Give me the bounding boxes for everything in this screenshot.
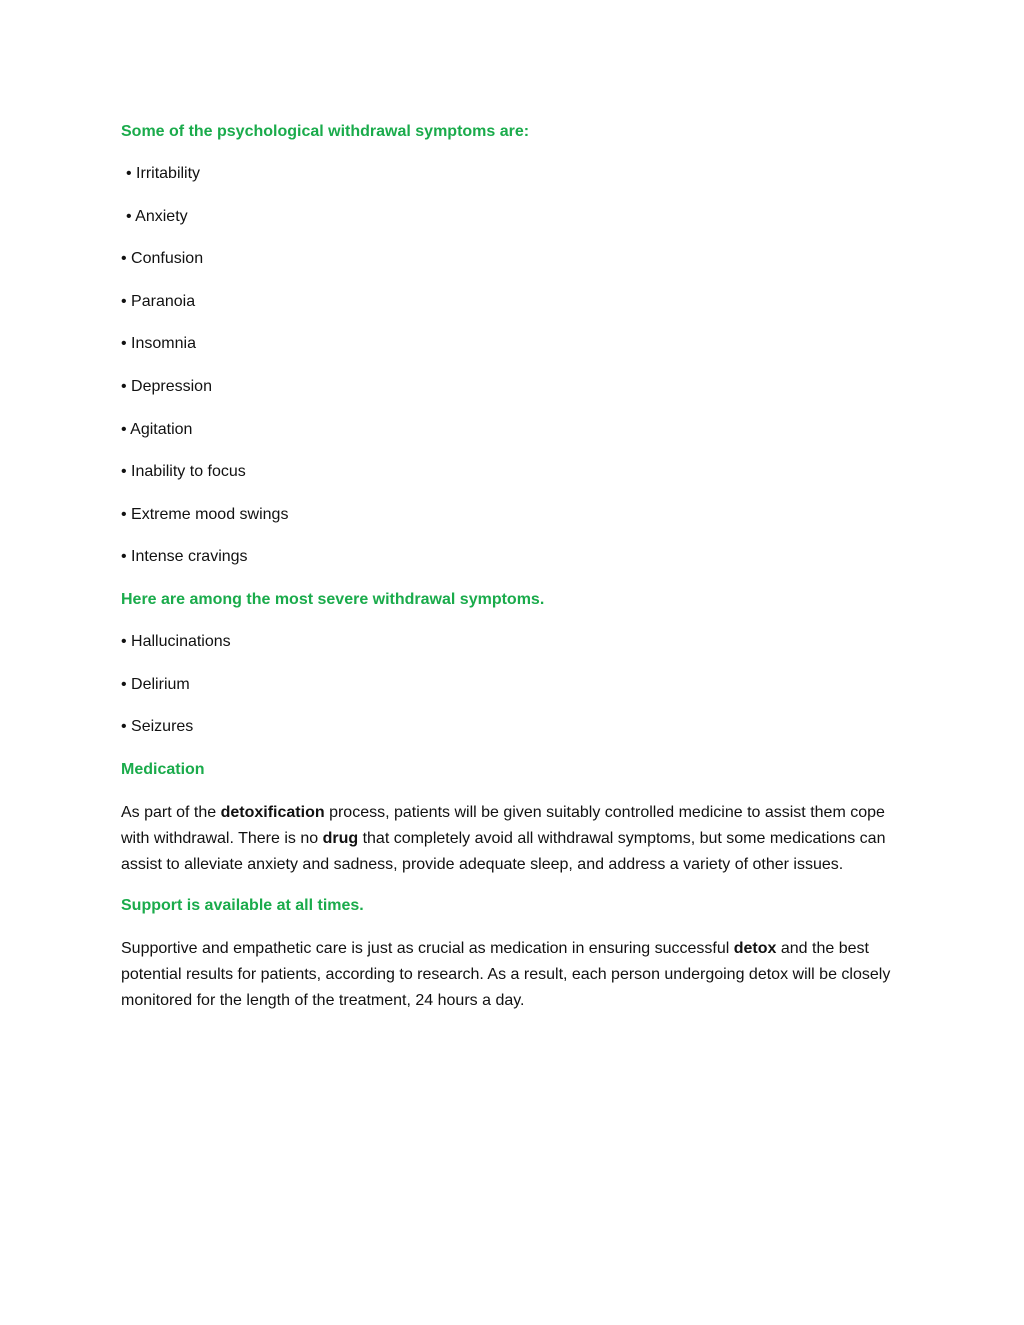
list-item: • Insomnia (121, 335, 196, 353)
paragraph-text: process, patients will be given suitably controlled medicine to assist them cope with withdrawal. There is no (121, 803, 885, 847)
list-item: • Paranoia (121, 292, 196, 310)
medication-heading: Medication (121, 760, 205, 778)
list-item: • Irritability (126, 165, 201, 182)
bold-term-detox: detox (733, 939, 777, 957)
severe-symptoms-heading: Here are among the most severe withdrawal symptoms. (121, 590, 545, 608)
list-item: • Confusion (121, 250, 204, 268)
list-item: • Depression (121, 377, 212, 395)
paragraph-text: Supportive and empathetic care is just as crucial as medication in ensuring successful (121, 939, 734, 957)
list-item: • Inability to focus (121, 463, 246, 481)
list-item: • Delirium (121, 675, 190, 693)
psychological-symptoms-heading: Some of the psychological withdrawal symptoms are: (121, 123, 530, 140)
list-item: • Agitation (121, 420, 193, 438)
paragraph-text: and the best potential results for patients, according to research. As a result, each person undergoing detox will be closely monitored for the length of the treatment, 24 hours a day. (121, 939, 891, 1009)
support-heading: Support is available at all times. (121, 896, 364, 914)
list-item: • Extreme mood swings (121, 505, 289, 523)
medication-paragraph (121, 800, 911, 878)
bold-term-detoxification: detoxification (220, 803, 325, 821)
document-page (121, 120, 911, 1030)
list-item: • Hallucinations (121, 632, 231, 650)
list-item: • Anxiety (126, 207, 188, 225)
paragraph-text: As part of the (121, 803, 221, 821)
support-paragraph (121, 936, 911, 1014)
bold-term-drug: drug (322, 829, 359, 847)
paragraph-text: that completely avoid all withdrawal symptoms, but some medications can assist to alleviate anxiety and sadness, provide adequate sleep, and address a variety of other issues. (121, 829, 886, 873)
list-item: • Intense cravings (121, 548, 248, 566)
list-item: • Seizures (121, 718, 194, 736)
